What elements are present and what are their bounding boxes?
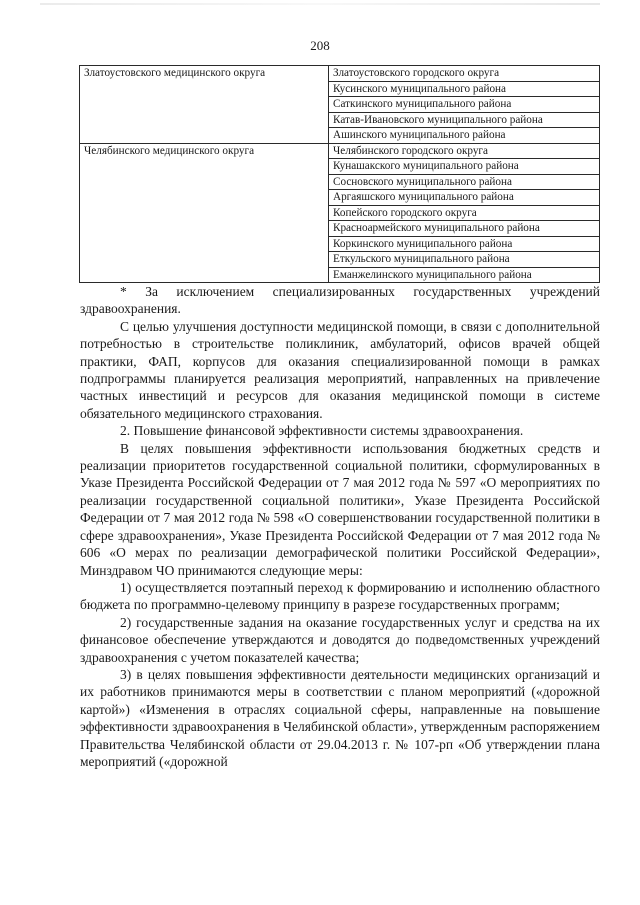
list-item: 3) в целях повышения эффективности деятельности медицинских организаций и их работников принимаются меры в соответствии с планом мероприятий («дорожной картой») «Изменения в отраслях социальной сферы, направленные на повышение эффективности здравоохранения в Челябинской области», утвержденным распоряжением Правительства Челябинской области от 29.04.2013 г. № 107-рп «Об утверждении плана мероприятий («дорожной bbox=[80, 666, 600, 769]
section-heading: 2. Повышение финансовой эффективности системы здравоохранения. bbox=[120, 423, 524, 439]
district-cell: Катав-Ивановского муниципального района bbox=[329, 112, 600, 128]
district-cell: Аргаяшского муниципального района bbox=[329, 190, 600, 206]
table-row bbox=[80, 143, 600, 159]
list-item: 1) осуществляется поэтапный переход к формированию и исполнению областного бюджета по программно-целевому принципу в разрезе государственных программ; bbox=[80, 579, 600, 613]
district-cell: Кусинского муниципального района bbox=[329, 81, 600, 97]
footnote-paragraph: * За исключением специализированных государственных учреждений здравоохранения. bbox=[80, 284, 600, 317]
page-number: 208 bbox=[310, 38, 330, 53]
table-row bbox=[80, 66, 600, 82]
district-cell: Еманжелинского муниципального района bbox=[329, 267, 600, 283]
body-text bbox=[80, 283, 600, 770]
district-cell: Челябинского городского округа bbox=[329, 143, 600, 159]
district-cell: Кунашакского муниципального района bbox=[329, 159, 600, 175]
paragraph: В целях повышения эффективности использования бюджетных средств и реализации приоритетов государственной социальной политики, сформулированных в Указе Президента Российской Федерации от 7 мая 2012 года № 597 «О мероприятиях по реализации государственной социальной политики», Указе Президента Российской Федерации от 7 мая 2012 года № 598 «О совершенствовании государственной политики в сфере здравоохранения», Указе Президента Российской Федерации от 7 мая 2012 года № 606 «О мерах по реализации демографической политики Российской Федерации», Минздравом ЧО принимаются следующие меры: bbox=[80, 440, 600, 578]
okrug-cell: Златоустовского медицинского округа bbox=[80, 66, 329, 144]
district-cell: Сосновского муниципального района bbox=[329, 174, 600, 190]
district-cell: Саткинского муниципального района bbox=[329, 97, 600, 113]
paragraph: С целью улучшения доступности медицинской помощи, в связи с дополнительной потребностью в строительстве поликлиник, амбулаторий, офисов врачей общей практики, ФАП, корпусов для оказания специализированной помощи в рамках подпрограммы планируется реализация мероприятий, направленных на привлечение частных инвестиций и ресурсов для оказания медицинской помощи в системе обязательного медицинского страхования. bbox=[80, 318, 600, 421]
district-cell: Ашинского муниципального района bbox=[329, 128, 600, 144]
district-cell: Еткульского муниципального района bbox=[329, 252, 600, 268]
districts-table bbox=[79, 65, 600, 283]
district-cell: Коркинского муниципального района bbox=[329, 236, 600, 252]
district-cell: Красноармейского муниципального района bbox=[329, 221, 600, 237]
district-cell: Копейского городского округа bbox=[329, 205, 600, 221]
scan-artifact bbox=[40, 3, 600, 5]
okrug-cell: Челябинского медицинского округа bbox=[80, 143, 329, 283]
list-item: 2) государственные задания на оказание государственных услуг и средства на их финансовое обеспечение утверждаются и доводятся до подведомственных учреждений здравоохранения с учетом показателей качества; bbox=[80, 614, 600, 665]
district-cell: Златоустовского городского округа bbox=[329, 66, 600, 82]
